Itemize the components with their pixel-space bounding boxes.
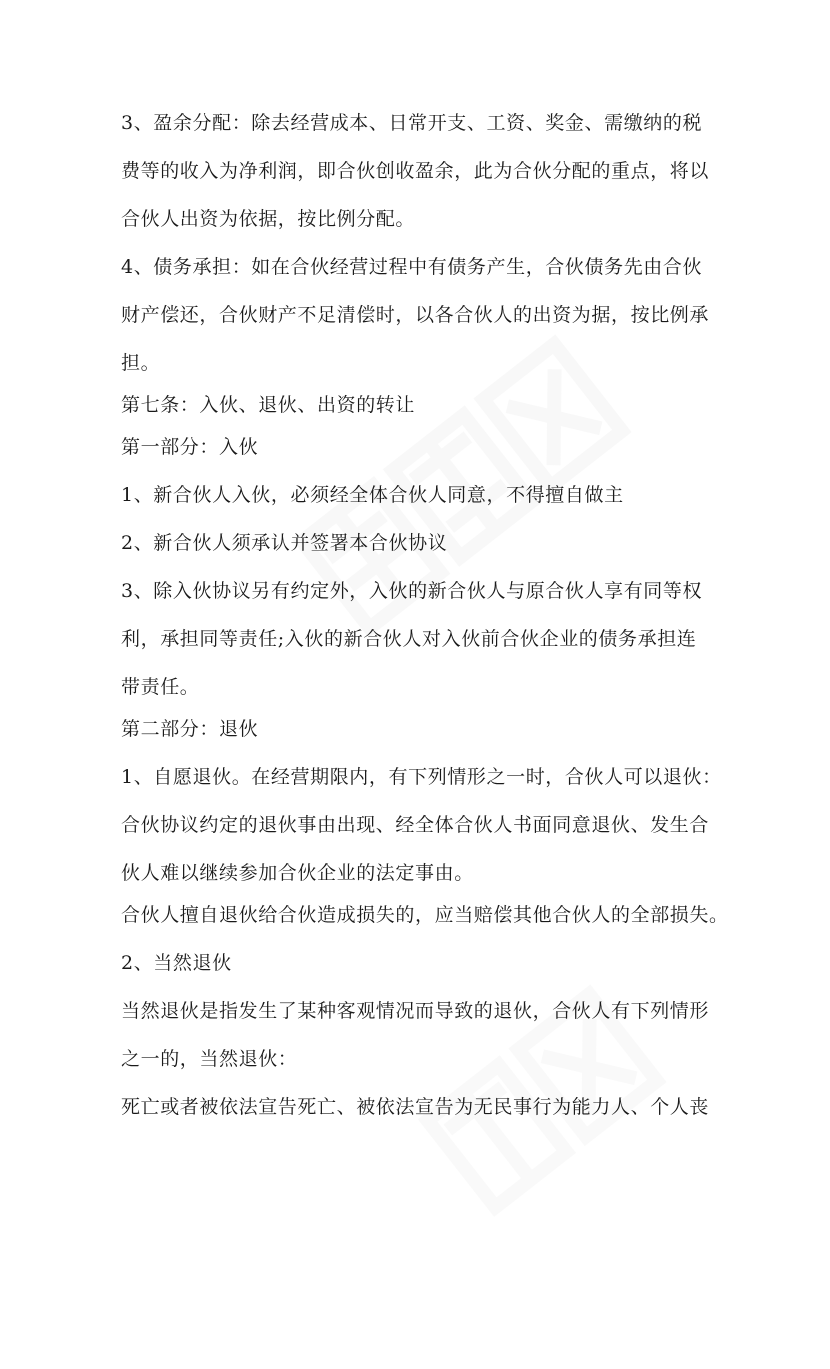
paragraph-line: 伙人难以继续参加合伙企业的法定事由。 [121,862,474,884]
paragraph-line: 财产偿还，合伙财产不足清偿时，以各合伙人的出资为据，按比例承 [121,304,710,326]
paragraph-line: 费等的收入为净利润，即合伙创收盈余，此为合伙分配的重点，将以 [121,160,710,182]
paragraph-line: 之一的，当然退伙： [121,1048,298,1070]
list-item: 2、新合伙人须承认并签署本合伙协议 [121,532,448,554]
paragraph-line: 带责任。 [121,676,200,698]
list-item: 1、新合伙人入伙，必须经全体合伙人同意，不得擅自做主 [121,484,624,506]
paragraph-line: 3、盈余分配：除去经营成本、日常开支、工资、奖金、需缴纳的税 [121,112,703,134]
section-heading: 第七条：入伙、退伙、出资的转让 [121,394,416,416]
paragraph-line: 当然退伙是指发生了某种客观情况而导致的退伙，合伙人有下列情形 [121,1000,710,1022]
paragraph-line: 合伙人擅自退伙给合伙造成损失的，应当赔偿其他合伙人的全部损失。 [121,904,729,926]
list-item: 1、自愿退伙。在经营期限内，有下列情形之一时，合伙人可以退伙： [121,766,722,788]
list-item: 2、当然退伙 [121,952,232,974]
subsection-heading: 第一部分：入伙 [121,436,259,458]
list-item: 3、除入伙协议另有约定外，入伙的新合伙人与原合伙人享有同等权 [121,580,703,602]
paragraph-line: 合伙协议约定的退伙事由出现、经全体合伙人书面同意退伙、发生合 [121,814,710,836]
paragraph-line: 担。 [121,352,161,374]
paragraph-line: 利，承担同等责任;入伙的新合伙人对入伙前合伙企业的债务承担连 [121,628,697,650]
paragraph-line: 4、债务承担：如在合伙经营过程中有债务产生，合伙债务先由合伙 [121,256,703,278]
paragraph-line: 死亡或者被依法宣告死亡、被依法宣告为无民事行为能力人、个人丧 [121,1096,710,1118]
paragraph-line: 合伙人出资为依据，按比例分配。 [121,208,416,230]
document-body [121,102,729,1128]
subsection-heading: 第二部分：退伙 [121,718,259,740]
